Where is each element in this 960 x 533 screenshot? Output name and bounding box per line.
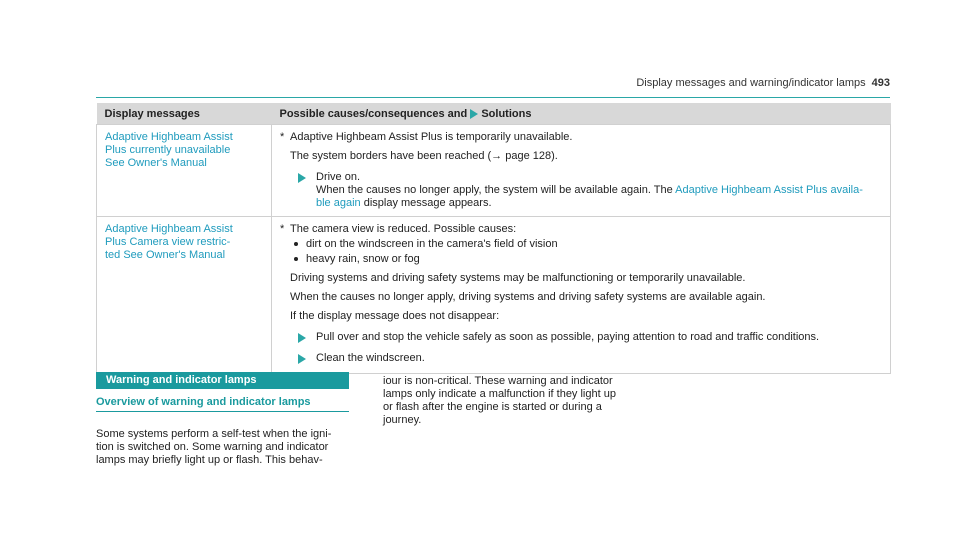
section-title-bar <box>96 372 349 389</box>
message-reference-link[interactable]: Adaptive Highbeam Assist Plus availa- <box>675 184 863 196</box>
page-number: 493 <box>871 77 890 89</box>
play-arrow-icon <box>298 333 306 343</box>
body-line: tion is switched on. Some warning and indicator <box>96 441 329 453</box>
subsection-title: Overview of warning and indicator lamps <box>96 396 349 412</box>
col-header-messages: Display messages <box>97 103 272 125</box>
body-line: lamps only indicate a malfunction if they light up <box>383 388 616 400</box>
message-line: See Owner's Manual <box>105 157 207 169</box>
solution-detail-pre: When the causes no longer apply, the system will be available again. The <box>316 184 673 196</box>
solution-step <box>290 352 882 365</box>
message-line: Plus currently unavailable <box>105 144 231 156</box>
col-header-causes-label: Possible causes/consequences and <box>279 108 468 120</box>
bullet-text: dirt on the windscreen in the camera's field of vision <box>306 238 558 250</box>
table-header-row <box>97 103 891 125</box>
section-title: Warning and indicator lamps <box>106 374 257 386</box>
message-cell <box>97 217 272 374</box>
col-header-solutions-label: Solutions <box>481 108 532 120</box>
bullet-item <box>294 238 882 251</box>
cause-line <box>280 223 882 236</box>
message-line: ted See Owner's Manual <box>105 249 226 261</box>
body-line: or flash after the engine is started or during a <box>383 401 602 413</box>
cause-text: The camera view is reduced. Possible causes: <box>290 223 517 235</box>
solution-step-body <box>316 171 863 210</box>
cause-text: Adaptive Highbeam Assist Plus is temporarily unavailable. <box>290 131 573 143</box>
play-arrow-icon <box>298 354 306 364</box>
cause-cell <box>272 217 891 374</box>
solution-step-text: Drive on. <box>316 171 361 183</box>
cause-cell <box>272 125 891 217</box>
message-line: Adaptive Highbeam Assist <box>105 223 233 235</box>
play-arrow-icon <box>298 173 306 183</box>
header-rule <box>96 97 890 98</box>
message-cell <box>97 125 272 217</box>
asterisk-icon: * <box>280 131 285 143</box>
solution-step <box>290 171 882 210</box>
paragraph: Driving systems and driving safety systems may be malfunctioning or temporarily unavailable. <box>290 272 746 284</box>
bullet-icon <box>294 257 298 261</box>
body-line: lamps may briefly light up or flash. This behav- <box>96 454 323 466</box>
paragraph: When the causes no longer apply, driving systems and driving safety systems are available again. <box>290 291 766 303</box>
display-messages-table <box>96 103 891 374</box>
play-arrow-icon <box>470 109 478 119</box>
running-head <box>636 77 890 89</box>
detail-text: The system borders have been reached (→ page 128). <box>290 150 558 162</box>
solution-detail-post: display message appears. <box>363 197 492 209</box>
body-line: Some systems perform a self-test when the igni- <box>96 428 332 440</box>
solution-step-detail <box>316 184 863 210</box>
solution-step-text: Clean the windscreen. <box>316 352 425 364</box>
message-reference-link[interactable]: ble again <box>316 197 361 209</box>
asterisk-icon: * <box>280 223 285 235</box>
cause-line <box>280 131 882 144</box>
bullet-icon <box>294 242 298 246</box>
running-head-title: Display messages and warning/indicator lamps <box>636 77 866 89</box>
message-line: Plus Camera view restric- <box>105 236 231 248</box>
body-line: iour is non-critical. These warning and indicator <box>383 375 613 387</box>
message-line: Adaptive Highbeam Assist <box>105 131 233 143</box>
body-line: journey. <box>383 414 422 426</box>
col-header-causes <box>272 103 891 125</box>
table-row <box>97 217 891 374</box>
body-column-left <box>96 428 356 467</box>
body-column-right <box>383 375 643 427</box>
solution-step-text: Pull over and stop the vehicle safely as soon as possible, paying attention to road and traffic conditions. <box>316 331 820 343</box>
paragraph: If the display message does not disappear: <box>290 310 500 322</box>
bullet-item <box>294 253 882 266</box>
bullet-text: heavy rain, snow or fog <box>306 253 420 265</box>
solution-step <box>290 331 882 344</box>
table-row <box>97 125 891 217</box>
